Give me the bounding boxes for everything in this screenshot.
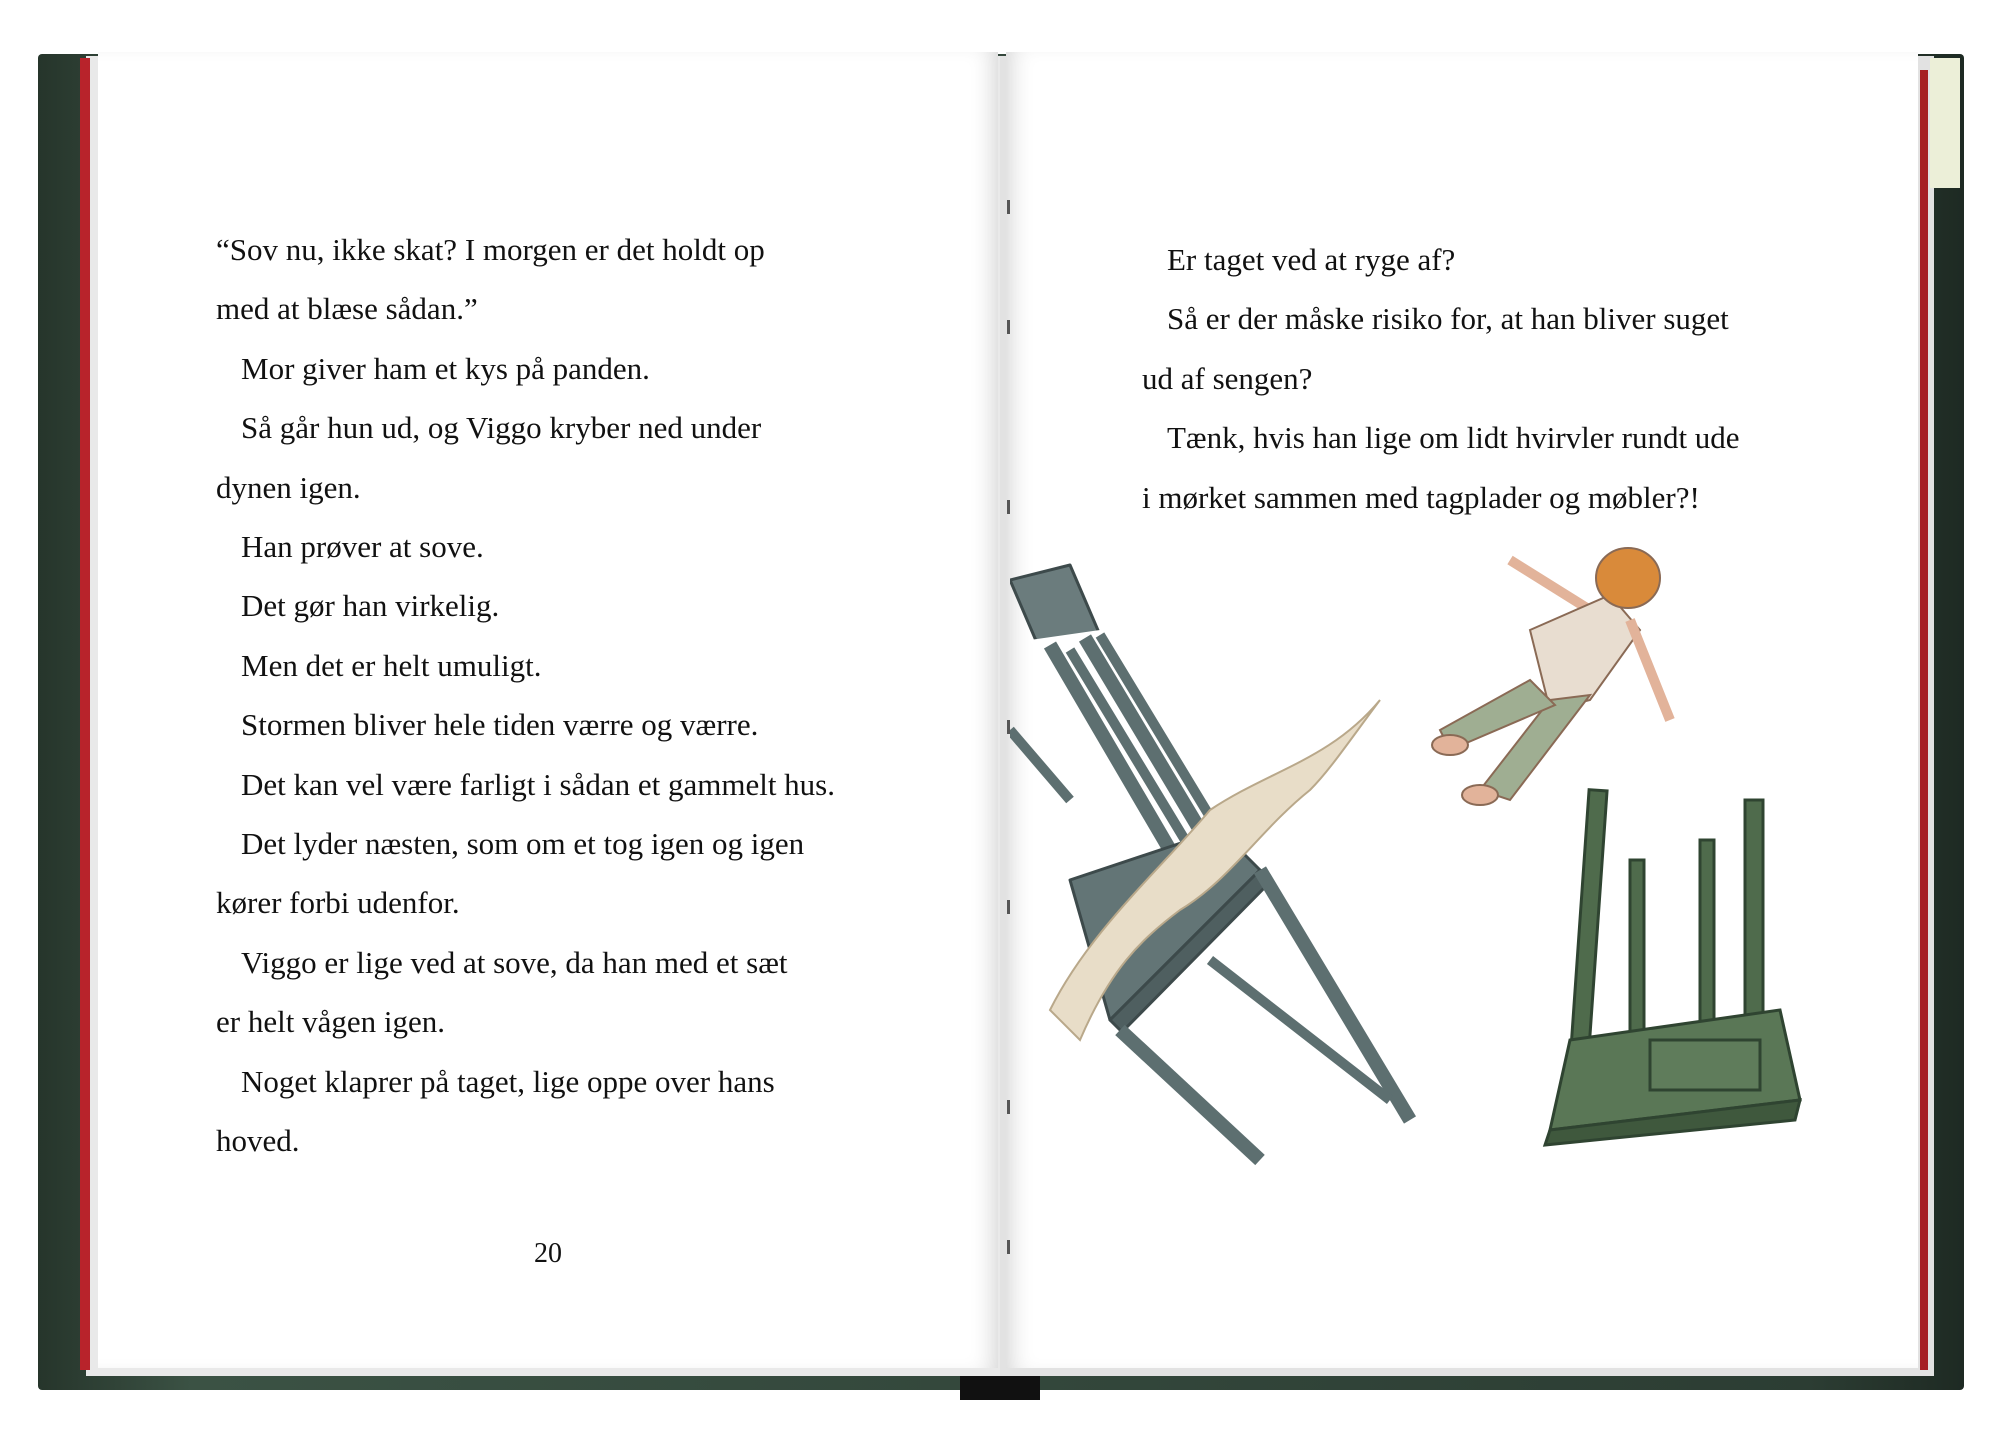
flying-table-icon	[1545, 790, 1800, 1145]
left-page	[98, 52, 998, 1368]
red-page-edge	[80, 58, 90, 1370]
paragraph-line: er helt vågen igen.	[216, 1004, 445, 1040]
flying-boy-icon	[1432, 548, 1670, 805]
binding-stitch	[1007, 500, 1010, 514]
paragraph-line: i mørket sammen med tagplader og møbler?!	[1142, 479, 1700, 515]
paragraph-line: ud af sengen?	[1142, 360, 1313, 396]
right-page-text	[1142, 230, 1822, 527]
paragraph-line: “Sov nu, ikke skat? I morgen er det holdt op	[216, 232, 765, 267]
page-number: 20	[534, 1238, 562, 1269]
paragraph-line: Stormen bliver hele tiden værre og værre.	[241, 707, 759, 743]
paragraph-line: Er taget ved at ryge af?	[1167, 242, 1456, 277]
paragraph-line: Så er der måske risiko for, at han bliver suget	[1167, 301, 1729, 337]
paragraph-line: Men det er helt umuligt.	[241, 647, 542, 683]
paragraph-line: Så går hun ud, og Viggo kryber ned under	[241, 410, 762, 446]
red-page-edge-right	[1920, 70, 1928, 1370]
paragraph-line: kører forbi udenfor.	[216, 885, 460, 921]
paragraph-line: Mor giver ham et kys på panden.	[241, 350, 650, 386]
paragraph-line: dynen igen.	[216, 469, 361, 505]
paragraph-line: med at blæse sådan.”	[216, 291, 478, 327]
paragraph-line: Noget klaprer på taget, lige oppe over hans	[241, 1063, 775, 1099]
binding-stitch	[1007, 200, 1010, 214]
paragraph-line: hoved.	[216, 1123, 300, 1159]
paragraph-line: Tænk, hvis han lige om lidt hvirvler rundt ude	[1167, 420, 1740, 456]
paragraph-line: Det gør han virkelig.	[241, 588, 500, 624]
left-page-text	[216, 220, 976, 1171]
paragraph-line: Han prøver at sove.	[241, 529, 484, 565]
cream-tab	[1930, 58, 1960, 188]
paragraph-line: Det lyder næsten, som om et tog igen og igen	[241, 826, 805, 862]
paragraph-line: Viggo er lige ved at sove, da han med et sæt	[241, 944, 788, 980]
storm-illustration	[1010, 540, 1870, 1260]
paragraph-line: Det kan vel være farligt i sådan et gammelt hus.	[241, 766, 835, 802]
binding-stitch	[1007, 320, 1010, 334]
